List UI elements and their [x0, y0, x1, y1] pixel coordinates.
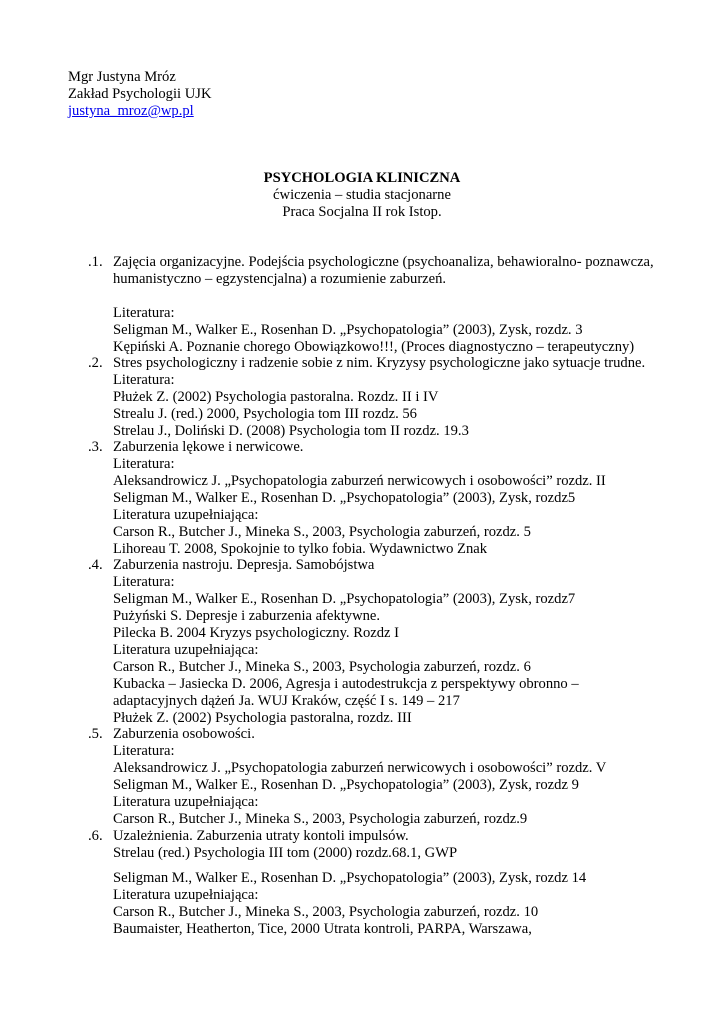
item-number: .5. — [88, 726, 103, 742]
item-number: .6. — [88, 828, 103, 844]
item-number: .2. — [88, 355, 103, 371]
literature-entry: Kubacka – Jasiecka D. 2006, Agresja i autodestrukcja z perspektywy obronno – — [113, 676, 579, 692]
item-topic: Zaburzenia lękowe i nerwicowe. — [113, 439, 304, 455]
literature-entry: Seligman M., Walker E., Rosenhan D. „Psychopatologia” (2003), Zysk, rozdz 14 — [113, 870, 587, 886]
supplementary-heading: Literatura uzupełniająca: — [113, 887, 259, 903]
literature-heading: Literatura: — [113, 743, 175, 759]
literature-entry: Strelau (red.) Psychologia III tom (2000) rozdz.68.1, GWP — [113, 845, 458, 861]
literature-entry: Płużek Z. (2002) Psychologia pastoralna. Rozdz. II i IV — [113, 389, 439, 405]
literature-entry: Strelau J., Doliński D. (2008) Psychologia tom II rozdz. 19.3 — [113, 423, 469, 439]
item-number: .4. — [88, 557, 103, 573]
supplementary-heading: Literatura uzupełniająca: — [113, 642, 259, 658]
author-name: Mgr Justyna Mróz — [68, 69, 176, 85]
literature-entry: Baumaister, Heatherton, Tice, 2000 Utrata kontroli, PARPA, Warszawa, — [113, 921, 532, 937]
item-topic-cont: humanistyczno – egzystencjalna) a rozumienie zaburzeń. — [113, 271, 447, 287]
email-link[interactable]: justyna_mroz@wp.pl — [68, 103, 194, 119]
supplementary-heading: Literatura uzupełniająca: — [113, 794, 259, 810]
literature-heading: Literatura: — [113, 574, 175, 590]
literature-entry: Carson R., Butcher J., Mineka S., 2003, Psychologia zaburzeń, rozdz. 6 — [113, 659, 531, 675]
literature-entry: Seligman M., Walker E., Rosenhan D. „Psychopatologia” (2003), Zysk, rozdz. 3 — [113, 322, 583, 338]
literature-entry: Aleksandrowicz J. „Psychopatologia zaburzeń nerwicowych i osobowości” rozdz. II — [113, 473, 606, 489]
item-topic: Zaburzenia nastroju. Depresja. Samobójstwa — [113, 557, 375, 573]
item-topic: Zajęcia organizacyjne. Podejścia psychologiczne (psychoanaliza, behawioralno- poznawcza, — [113, 254, 654, 270]
item-number: .1. — [88, 254, 103, 270]
literature-entry: Pużyński S. Depresje i zaburzenia afektywne. — [113, 608, 381, 624]
supplementary-heading: Literatura uzupełniająca: — [113, 507, 259, 523]
literature-entry: Seligman M., Walker E., Rosenhan D. „Psychopatologia” (2003), Zysk, rozdz 9 — [113, 777, 579, 793]
item-topic: Stres psychologiczny i radzenie sobie z nim. Kryzysy psychologiczne jako sytuacje trudne. — [113, 355, 646, 371]
document-course: Praca Socjalna II rok Istop. — [282, 204, 442, 220]
literature-heading: Literatura: — [113, 305, 175, 321]
literature-entry-cont: adaptacyjnych dążeń Ja. WUJ Kraków, część I s. 149 – 217 — [113, 693, 460, 709]
literature-entry: Lihoreau T. 2008, Spokojnie to tylko fobia. Wydawnictwo Znak — [113, 541, 488, 557]
literature-entry: Seligman M., Walker E., Rosenhan D. „Psychopatologia” (2003), Zysk, rozdz7 — [113, 591, 576, 607]
document-title: PSYCHOLOGIA KLINICZNA — [263, 170, 461, 186]
literature-entry: Strealu J. (red.) 2000, Psychologia tom III rozdz. 56 — [113, 406, 417, 422]
literature-entry: Kępiński A. Poznanie chorego Obowiązkowo!!!, (Proces diagnostyczno – terapeutyczny) — [113, 339, 635, 355]
literature-heading: Literatura: — [113, 372, 175, 388]
literature-entry: Carson R., Butcher J., Mineka S., 2003, Psychologia zaburzeń, rozdz. 5 — [113, 524, 531, 540]
literature-entry: Seligman M., Walker E., Rosenhan D. „Psychopatologia” (2003), Zysk, rozdz5 — [113, 490, 576, 506]
literature-entry: Pilecka B. 2004 Kryzys psychologiczny. Rozdz I — [113, 625, 400, 641]
literature-entry: Aleksandrowicz J. „Psychopatologia zaburzeń nerwicowych i osobowości” rozdz. V — [113, 760, 607, 776]
literature-entry: Carson R., Butcher J., Mineka S., 2003, Psychologia zaburzeń, rozdz. 10 — [113, 904, 539, 920]
department-name: Zakład Psychologii UJK — [68, 86, 212, 102]
literature-heading: Literatura: — [113, 456, 175, 472]
literature-entry: Carson R., Butcher J., Mineka S., 2003, Psychologia zaburzeń, rozdz.9 — [113, 811, 528, 827]
item-topic: Uzależnienia. Zaburzenia utraty kontoli impulsów. — [113, 828, 409, 844]
item-topic: Zaburzenia osobowości. — [113, 726, 255, 742]
item-number: .3. — [88, 439, 103, 455]
literature-entry: Płużek Z. (2002) Psychologia pastoralna, rozdz. III — [113, 710, 412, 726]
document-subtitle: ćwiczenia – studia stacjonarne — [273, 187, 451, 203]
